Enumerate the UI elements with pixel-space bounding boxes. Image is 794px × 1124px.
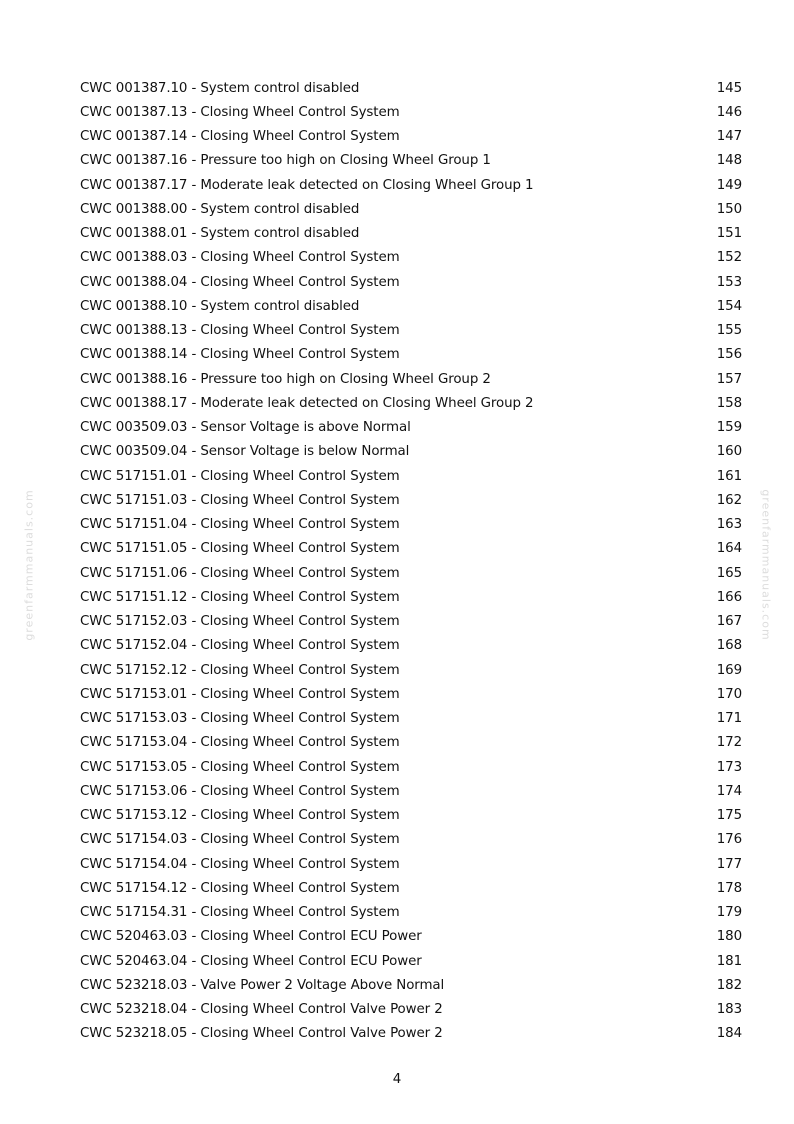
toc-entry-title: CWC 001388.17 - Moderate leak detected on Closing Wheel Group 2 bbox=[80, 395, 534, 411]
toc-entry[interactable] bbox=[80, 561, 742, 585]
toc-entry-title: CWC 517153.03 - Closing Wheel Control System bbox=[80, 711, 400, 727]
toc-entry-title: CWC 517151.12 - Closing Wheel Control System bbox=[80, 589, 400, 605]
toc-entry-page: 173 bbox=[716, 759, 742, 775]
toc-entry-page: 162 bbox=[716, 492, 742, 508]
toc-entry-page: 181 bbox=[716, 953, 742, 969]
toc-entry[interactable] bbox=[80, 634, 742, 658]
toc-entry-title: CWC 517152.04 - Closing Wheel Control System bbox=[80, 638, 400, 654]
toc-entry-page: 179 bbox=[716, 905, 742, 921]
toc-entry[interactable] bbox=[80, 367, 742, 391]
toc-entry-page: 184 bbox=[716, 1026, 742, 1042]
toc-entry-title: CWC 523218.04 - Closing Wheel Control Valve Power 2 bbox=[80, 1002, 443, 1018]
toc-entry-title: CWC 517151.05 - Closing Wheel Control System bbox=[80, 541, 400, 557]
toc-entry-title: CWC 517153.05 - Closing Wheel Control System bbox=[80, 759, 400, 775]
toc-entry-title: CWC 001388.03 - Closing Wheel Control System bbox=[80, 250, 400, 266]
toc-entry[interactable] bbox=[80, 173, 742, 197]
watermark-right: greenfarmmanuals.com bbox=[759, 489, 773, 641]
toc-entry[interactable] bbox=[80, 1022, 742, 1046]
toc-entry[interactable] bbox=[80, 294, 742, 318]
toc-entry[interactable] bbox=[80, 804, 742, 828]
toc-entry[interactable] bbox=[80, 246, 742, 270]
toc-entry-page: 155 bbox=[716, 323, 742, 339]
toc-entry-page: 163 bbox=[716, 517, 742, 533]
toc-entry-title: CWC 523218.05 - Closing Wheel Control Valve Power 2 bbox=[80, 1026, 443, 1042]
toc-entry-page: 178 bbox=[716, 880, 742, 896]
toc-entry[interactable] bbox=[80, 440, 742, 464]
toc-entry-page: 172 bbox=[716, 735, 742, 751]
toc-entry[interactable] bbox=[80, 610, 742, 634]
toc-entry[interactable] bbox=[80, 222, 742, 246]
toc-entry-page: 164 bbox=[716, 541, 742, 557]
toc-entry-page: 157 bbox=[716, 371, 742, 387]
toc-entry[interactable] bbox=[80, 488, 742, 512]
toc-entry[interactable] bbox=[80, 731, 742, 755]
toc-entry-page: 151 bbox=[716, 226, 742, 242]
toc-entry-title: CWC 520463.04 - Closing Wheel Control ECU Power bbox=[80, 953, 422, 969]
toc-entry[interactable] bbox=[80, 197, 742, 221]
toc-entry[interactable] bbox=[80, 319, 742, 343]
toc-entry-title: CWC 517152.12 - Closing Wheel Control System bbox=[80, 662, 400, 678]
toc-entry[interactable] bbox=[80, 76, 742, 100]
toc-entry[interactable] bbox=[80, 876, 742, 900]
toc-entry-page: 174 bbox=[716, 783, 742, 799]
toc-entry-page: 177 bbox=[716, 856, 742, 872]
toc-entry[interactable] bbox=[80, 973, 742, 997]
toc-entry-title: CWC 517153.12 - Closing Wheel Control System bbox=[80, 808, 400, 824]
toc-entry-page: 169 bbox=[716, 662, 742, 678]
toc-entry-page: 149 bbox=[716, 177, 742, 193]
toc-entry[interactable] bbox=[80, 949, 742, 973]
toc-entry-title: CWC 001388.04 - Closing Wheel Control System bbox=[80, 274, 400, 290]
toc-entry[interactable] bbox=[80, 100, 742, 124]
toc-entry-title: CWC 001387.10 - System control disabled bbox=[80, 80, 360, 96]
toc-entry-page: 170 bbox=[716, 686, 742, 702]
toc-entry-page: 175 bbox=[716, 808, 742, 824]
toc-entry-page: 148 bbox=[716, 153, 742, 169]
watermark-left: greenfarmmanuals.com bbox=[22, 489, 36, 641]
toc-entry[interactable] bbox=[80, 755, 742, 779]
toc-entry-title: CWC 517151.06 - Closing Wheel Control System bbox=[80, 565, 400, 581]
toc-entry[interactable] bbox=[80, 149, 742, 173]
toc-entry[interactable] bbox=[80, 585, 742, 609]
toc-entry-title: CWC 001388.10 - System control disabled bbox=[80, 298, 360, 314]
toc-entry[interactable] bbox=[80, 464, 742, 488]
toc-entry[interactable] bbox=[80, 391, 742, 415]
toc-entry-page: 176 bbox=[716, 832, 742, 848]
toc-entry-page: 145 bbox=[716, 80, 742, 96]
toc-entry-title: CWC 517153.06 - Closing Wheel Control System bbox=[80, 783, 400, 799]
toc-entry-page: 159 bbox=[716, 420, 742, 436]
toc-entry-title: CWC 001387.13 - Closing Wheel Control System bbox=[80, 104, 400, 120]
toc-entry[interactable] bbox=[80, 925, 742, 949]
toc-entry-title: CWC 001387.16 - Pressure too high on Closing Wheel Group 1 bbox=[80, 153, 491, 169]
toc-entry[interactable] bbox=[80, 998, 742, 1022]
toc-entry-page: 150 bbox=[716, 201, 742, 217]
toc-entry-title: CWC 001387.14 - Closing Wheel Control System bbox=[80, 129, 400, 145]
toc-entry-page: 183 bbox=[716, 1002, 742, 1018]
toc-entry-title: CWC 001387.17 - Moderate leak detected on Closing Wheel Group 1 bbox=[80, 177, 534, 193]
toc-entry-page: 180 bbox=[716, 929, 742, 945]
toc-entry-page: 156 bbox=[716, 347, 742, 363]
toc-entry-title: CWC 517153.01 - Closing Wheel Control System bbox=[80, 686, 400, 702]
toc-entry[interactable] bbox=[80, 779, 742, 803]
toc-entry-title: CWC 517152.03 - Closing Wheel Control System bbox=[80, 614, 400, 630]
toc-entry-page: 182 bbox=[716, 977, 742, 993]
toc-entry-title: CWC 517151.03 - Closing Wheel Control System bbox=[80, 492, 400, 508]
toc-entry-page: 168 bbox=[716, 638, 742, 654]
toc-entry[interactable] bbox=[80, 707, 742, 731]
toc-entry-page: 160 bbox=[716, 444, 742, 460]
toc-entry-page: 158 bbox=[716, 395, 742, 411]
page-number: 4 bbox=[392, 1072, 402, 1087]
toc-entry-title: CWC 517154.31 - Closing Wheel Control System bbox=[80, 905, 400, 921]
toc-entry-title: CWC 517151.04 - Closing Wheel Control System bbox=[80, 517, 400, 533]
toc-entry[interactable] bbox=[80, 270, 742, 294]
toc-entry-title: CWC 003509.03 - Sensor Voltage is above Normal bbox=[80, 420, 411, 436]
toc-entry[interactable] bbox=[80, 513, 742, 537]
toc-entry-title: CWC 517151.01 - Closing Wheel Control System bbox=[80, 468, 400, 484]
toc-entry[interactable] bbox=[80, 828, 742, 852]
toc-entry-page: 167 bbox=[716, 614, 742, 630]
toc-entry-title: CWC 001388.14 - Closing Wheel Control System bbox=[80, 347, 400, 363]
toc-entry-page: 171 bbox=[716, 711, 742, 727]
toc-entry-page: 146 bbox=[716, 104, 742, 120]
toc-entry-page: 161 bbox=[716, 468, 742, 484]
toc-entry-page: 166 bbox=[716, 589, 742, 605]
toc-entry-page: 152 bbox=[716, 250, 742, 266]
toc-entry-title: CWC 517154.12 - Closing Wheel Control System bbox=[80, 880, 400, 896]
toc-entry-title: CWC 523218.03 - Valve Power 2 Voltage Above Normal bbox=[80, 977, 445, 993]
toc-entry-title: CWC 001388.01 - System control disabled bbox=[80, 226, 360, 242]
toc-entry[interactable] bbox=[80, 416, 742, 440]
toc-entry-title: CWC 001388.16 - Pressure too high on Closing Wheel Group 2 bbox=[80, 371, 491, 387]
toc-entry-title: CWC 001388.00 - System control disabled bbox=[80, 201, 360, 217]
toc-entry[interactable] bbox=[80, 682, 742, 706]
toc-entry[interactable] bbox=[80, 852, 742, 876]
toc-entry-title: CWC 003509.04 - Sensor Voltage is below Normal bbox=[80, 444, 410, 460]
toc-entry-title: CWC 517153.04 - Closing Wheel Control System bbox=[80, 735, 400, 751]
toc-entry-title: CWC 517154.04 - Closing Wheel Control System bbox=[80, 856, 400, 872]
toc-entry-page: 154 bbox=[716, 298, 742, 314]
toc-entry-page: 165 bbox=[716, 565, 742, 581]
toc-entry[interactable] bbox=[80, 537, 742, 561]
toc-entry[interactable] bbox=[80, 658, 742, 682]
toc-entry[interactable] bbox=[80, 901, 742, 925]
toc-entry-title: CWC 001388.13 - Closing Wheel Control System bbox=[80, 323, 400, 339]
toc-entry-title: CWC 520463.03 - Closing Wheel Control ECU Power bbox=[80, 929, 422, 945]
toc-entry-page: 147 bbox=[716, 129, 742, 145]
table-of-contents bbox=[80, 76, 742, 1046]
toc-entry[interactable] bbox=[80, 125, 742, 149]
toc-entry-page: 153 bbox=[716, 274, 742, 290]
toc-entry[interactable] bbox=[80, 343, 742, 367]
toc-entry-title: CWC 517154.03 - Closing Wheel Control System bbox=[80, 832, 400, 848]
